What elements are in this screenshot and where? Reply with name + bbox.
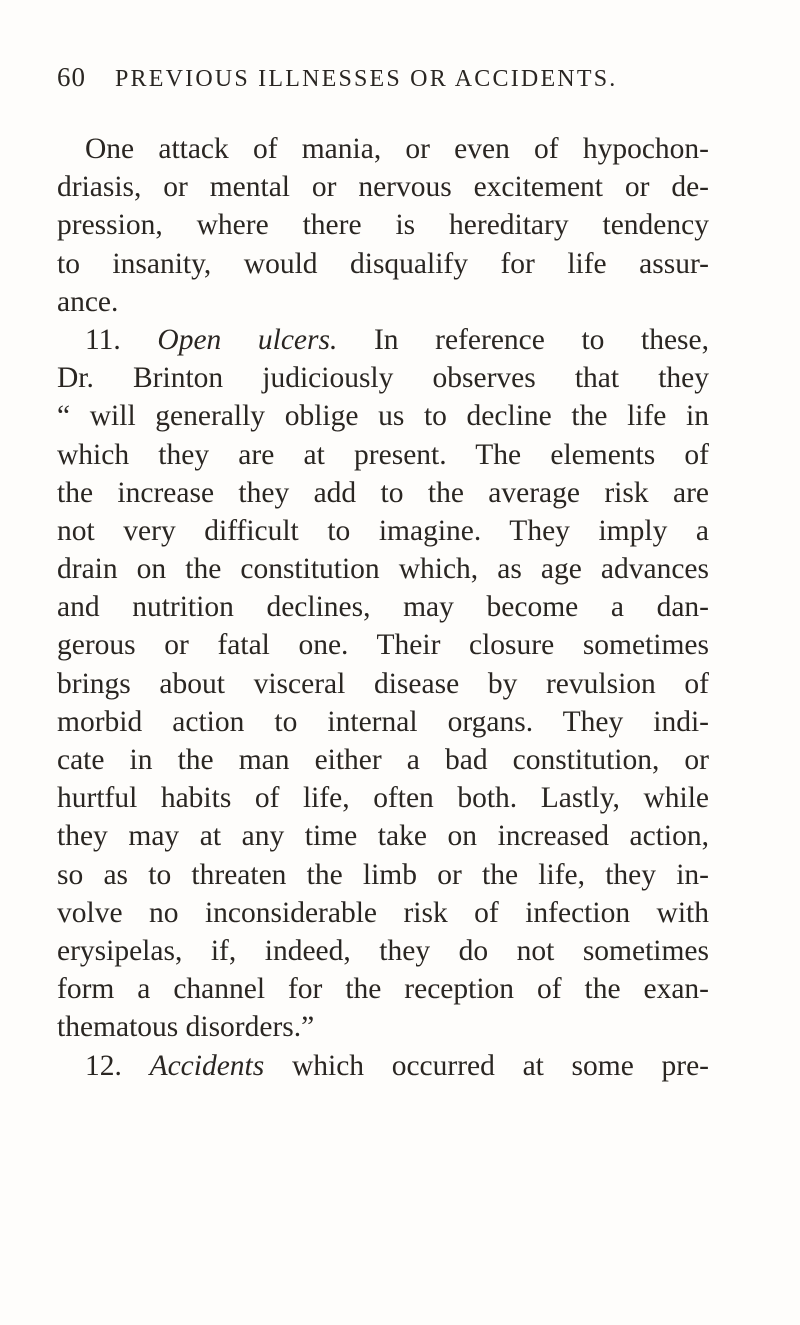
text-line: [57, 970, 709, 1008]
page-number: 60: [57, 62, 86, 92]
line-text: In reference to these,: [373, 323, 710, 356]
text-line: [57, 283, 709, 321]
text-line: [57, 397, 709, 435]
text-line: [57, 626, 709, 664]
line-text: driasis, or mental or nervous excitement or de-: [57, 171, 709, 204]
line-text: they may at any time take on increased action,: [57, 820, 709, 853]
item-number: 11.: [85, 323, 121, 356]
item-number: 12.: [85, 1049, 122, 1082]
text-line: [57, 1008, 709, 1046]
line-text: “ will generally oblige us to decline the life in: [57, 400, 709, 433]
text-line: [57, 245, 709, 283]
line-text: One attack of mania, or even of hypochon-: [85, 133, 709, 165]
text-line: [57, 130, 709, 168]
line-text: which occurred at some pre-: [291, 1049, 709, 1082]
line-text: cate in the man either a bad constitution, or: [57, 744, 709, 776]
line-text: volve no inconsiderable risk of infection with: [57, 896, 709, 929]
text-line: [57, 588, 709, 626]
text-line: [57, 703, 709, 741]
text-line: [57, 474, 709, 512]
text-line: [57, 168, 709, 206]
line-text: pression, where there is hereditary tendency: [57, 209, 709, 242]
line-text: ance.: [57, 285, 119, 318]
text-line: [57, 321, 709, 359]
line-text: and nutrition declines, may become a dan-: [57, 591, 709, 624]
text-line: [57, 856, 709, 894]
running-title: PREVIOUS ILLNESSES OR ACCIDENTS.: [115, 66, 618, 92]
line-text: thematous disorders.”: [57, 1011, 315, 1044]
line-text: to insanity, would disqualify for life assur-: [57, 247, 709, 280]
line-text: drain on the constitution which, as age advances: [57, 553, 709, 586]
text-line: [57, 550, 709, 588]
text-line: [57, 359, 709, 397]
running-head: [57, 62, 697, 98]
text-line: [57, 1047, 709, 1085]
text-line: [57, 817, 709, 855]
text-line: [57, 206, 709, 244]
text-line: [57, 932, 709, 970]
line-text: gerous or fatal one. Their closure sometimes: [57, 629, 709, 662]
line-text: erysipelas, if, indeed, they do not sometimes: [57, 934, 709, 967]
body-text: [57, 130, 709, 1085]
line-text: which they are at present. The elements of: [57, 438, 709, 471]
item-heading: Open ulcers.: [157, 323, 338, 356]
line-text: not very difficult to imagine. They imply a: [57, 514, 709, 547]
line-text: so as to threaten the limb or the life, they in-: [57, 858, 709, 891]
line-text: form a channel for the reception of the exan-: [57, 973, 709, 1006]
item-heading: Accidents: [149, 1049, 265, 1082]
text-line: [57, 741, 709, 779]
text-line: [57, 436, 709, 474]
line-text: morbid action to internal organs. They indi-: [57, 705, 709, 738]
line-text: Dr. Brinton judiciously observes that they: [57, 362, 709, 395]
line-text: hurtful habits of life, often both. Lastly, while: [57, 782, 709, 815]
text-line: [57, 512, 709, 550]
line-text: brings about visceral disease by revulsion of: [57, 667, 709, 700]
text-line: [57, 665, 709, 703]
text-line: [57, 779, 709, 817]
text-line: [57, 894, 709, 932]
line-text: the increase they add to the average risk are: [57, 476, 709, 509]
